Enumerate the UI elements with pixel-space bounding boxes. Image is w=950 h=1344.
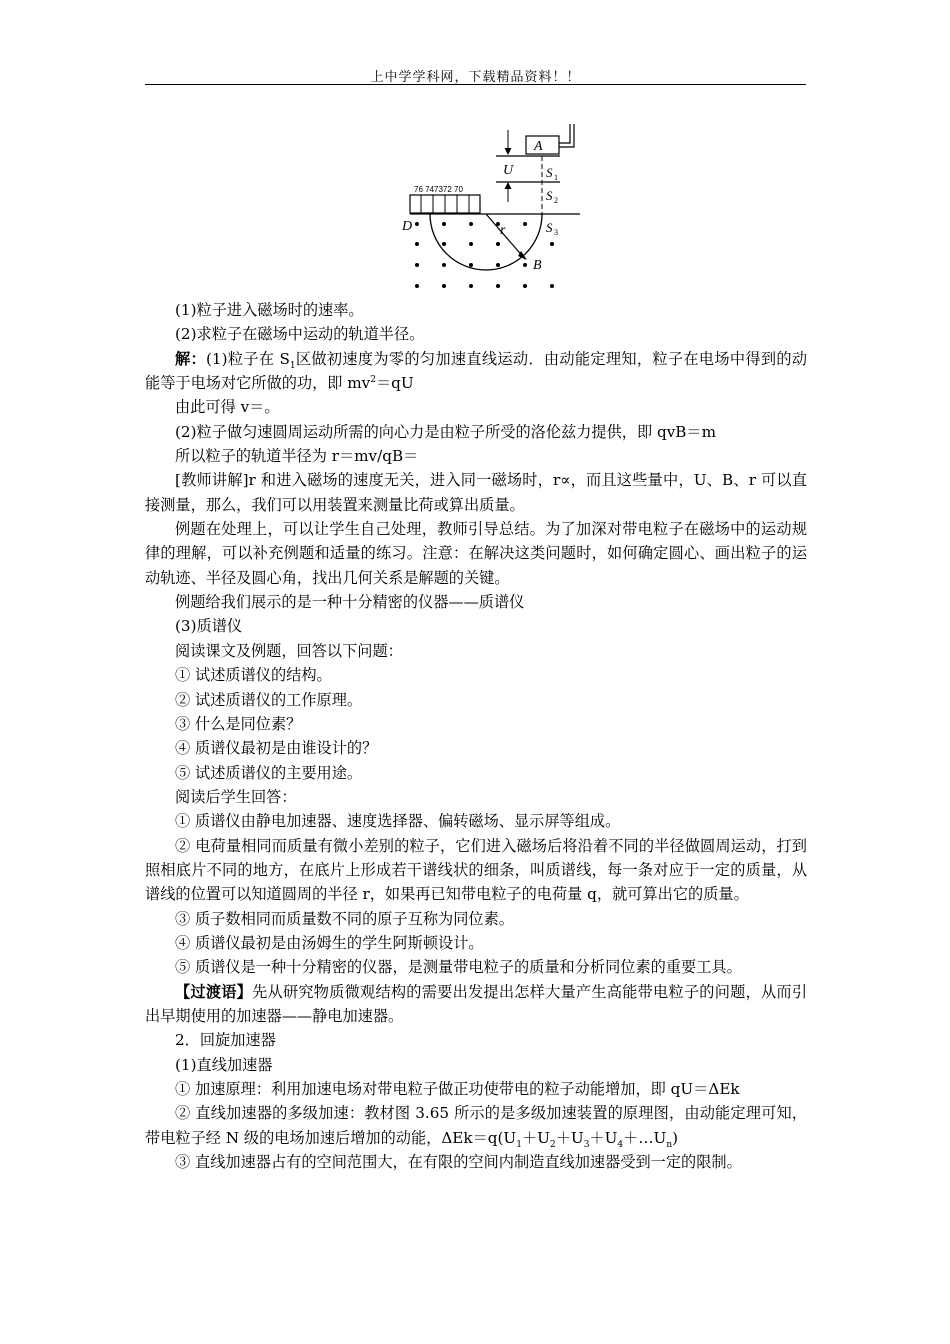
inlet-pipe [559, 124, 570, 143]
section-linear-accelerator: (1)直线加速器 [175, 1055, 273, 1074]
question-1: (1)粒子进入磁场时的速率。 [175, 301, 364, 319]
linear-limitation: ③ 直线加速器占有的空间范围大，在有限的空间内制造直线加速器受到一定的限制。 [175, 1153, 742, 1172]
superscript: 2 [370, 374, 376, 385]
student-answer: ⑤ 质谱仪是一种十分精密的仪器，是测量带电粒子的质量和分析同位素的重要工具。 [175, 958, 742, 977]
ellipsis-term: ＋…U [623, 1128, 667, 1147]
student-answer: ④ 质谱仪最初是由汤姆生的学生阿斯顿设计。 [175, 933, 484, 952]
multistage-text: ② 直线加速器的多级加速：教材图 3.65 所示的是多级加速装置的原理图，由动能定理可知，带电粒子经 N 级的电场加速后增加的动能，ΔEk＝q(U [145, 1104, 807, 1147]
subscript: 1 [289, 360, 296, 371]
magnetic-field-dots [415, 222, 554, 288]
reading-prompt: 阅读课文及例题，回答以下问题： [175, 641, 403, 660]
label-r: r [500, 223, 506, 238]
solution-velocity: 由此可得 v＝。 [175, 398, 280, 417]
label-u: U [503, 163, 514, 178]
solution-radius: 所以粒子的轨道半径为 r＝mv/qB＝ [175, 447, 419, 466]
student-answer: ② 电荷量相同而质量有微小差别的粒子，它们进入磁场后将沿着不同的半径做圆周运动，打到照相底片不同的地方，在底片上形成若干谱线状的细条，叫质谱线，每一条对应于一定的质量，从谱线的位置可以知道圆周的半径 r，如果再已知带电粒子的电荷量 q，就可算出它的质量。 [145, 836, 807, 904]
linear-principle: ① 加速原理：利用加速电场对带电粒子做正功使带电的粒子动能增加，即 qU＝ΔEk [175, 1080, 740, 1098]
solution-text: (1)粒子在 S [206, 349, 290, 368]
reading-question: ④ 质谱仪最初是由谁设计的？ [175, 739, 378, 758]
reading-question: ② 试述质谱仪的工作原理。 [175, 690, 363, 709]
instrument-intro: 例题给我们展示的是一种十分精密的仪器——质谱仪 [175, 593, 525, 612]
subscript: n [666, 1139, 673, 1150]
teacher-explanation: [教师讲解]r 和进入磁场的速度无关，进入同一磁场时，r∝，而且这些量中，U、B、r 可以直接测量，那么，我们可以用装置来测量比荷或算出质量。 [145, 471, 807, 514]
arrowhead-up [505, 182, 512, 189]
header-divider [145, 84, 806, 85]
closing-paren: ) [672, 1128, 679, 1147]
arrowhead-down [505, 148, 512, 155]
transition-label: 【过渡语】 [175, 982, 253, 1001]
label-s3-sub: 3 [554, 228, 558, 237]
label-s3: S [546, 220, 553, 235]
label-a: A [534, 139, 543, 154]
plus-sign: ＋ [589, 1128, 605, 1147]
question-2: (2)求粒子在磁场中运动的轨道半径。 [175, 325, 425, 344]
student-answer: ① 质谱仪由静电加速器、速度选择器、偏转磁场、显示屏等组成。 [175, 812, 621, 831]
subscript: 1 [516, 1139, 522, 1150]
label-b: B [533, 258, 542, 273]
plus-sign: ＋ [521, 1128, 538, 1147]
scale-numbers: 76 747372 70 [414, 185, 463, 194]
reading-question: ① 试述质谱仪的结构。 [175, 666, 332, 685]
subscript: 4 [617, 1139, 624, 1150]
label-s1-sub: 1 [554, 173, 558, 182]
transition-paragraph [145, 980, 807, 1029]
mass-spectrometer-diagram [400, 120, 590, 300]
plus-sign: ＋ [555, 1128, 571, 1147]
transition-text: 先从研究物质微观结构的需要出发提出怎样大量产生高能带电粒子的问题，从而引出早期使用的加速器——静电加速器。 [145, 982, 808, 1025]
linear-multistage: ② 直线加速器的多级加速：教材图 3.65 所示的是多级加速装置的原理图，由动能定理可知，带电粒子经 N 级的电场加速后增加的动能，$\Delta Ek=q(U_1+U_2+U_3+U_4+\dots U_n)$ [145, 1104, 807, 1150]
section-cyclotron: 2．回旋加速器 [175, 1031, 276, 1050]
label-d: D [402, 219, 413, 234]
student-answer: ③ 质子数相同而质量数不同的原子互称为同位素。 [175, 909, 514, 928]
document-body [145, 298, 807, 1174]
reading-question: ⑤ 试述质谱仪的主要用途。 [175, 763, 363, 782]
solution-label: 解： [175, 349, 206, 368]
page-header: 上中学学科网，下载精品资料！！ [370, 70, 581, 85]
radius-line [486, 214, 525, 259]
subscript: 2 [549, 1139, 556, 1150]
solution-text: 区做初速度为零的匀加速直线运动．由动能定理知，粒子在电场中得到的动能等于电场对它所做的功，即 mv [145, 349, 808, 393]
label-s1: S [546, 165, 553, 180]
mass-spectrometer-figure [400, 120, 590, 300]
section-mass-spectrometer: (3)质谱仪 [175, 617, 243, 636]
answers-intro: 阅读后学生回答： [175, 787, 297, 806]
solution-text: ＝qU [375, 374, 414, 393]
label-s2: S [546, 188, 553, 203]
solution-part-1 [145, 347, 807, 396]
subscript: 3 [583, 1139, 590, 1150]
label-s2-sub: 2 [554, 196, 558, 205]
solution-part-2: (2)粒子做匀速圆周运动所需的向心力是由粒子所受的洛伦兹力提供，即 qvB＝m [175, 422, 717, 441]
example-note: 例题在处理上，可以让学生自己处理，教师引导总结。为了加深对带电粒子在磁场中的运动规律的理解，可以补充例题和适量的练习。注意：在解决这类问题时，如何确定圆心、画出粒子的运动轨迹、半径及圆心角，找出几何关系是解题的关键。 [145, 520, 807, 587]
reading-question: ③ 什么是同位素？ [175, 714, 302, 733]
